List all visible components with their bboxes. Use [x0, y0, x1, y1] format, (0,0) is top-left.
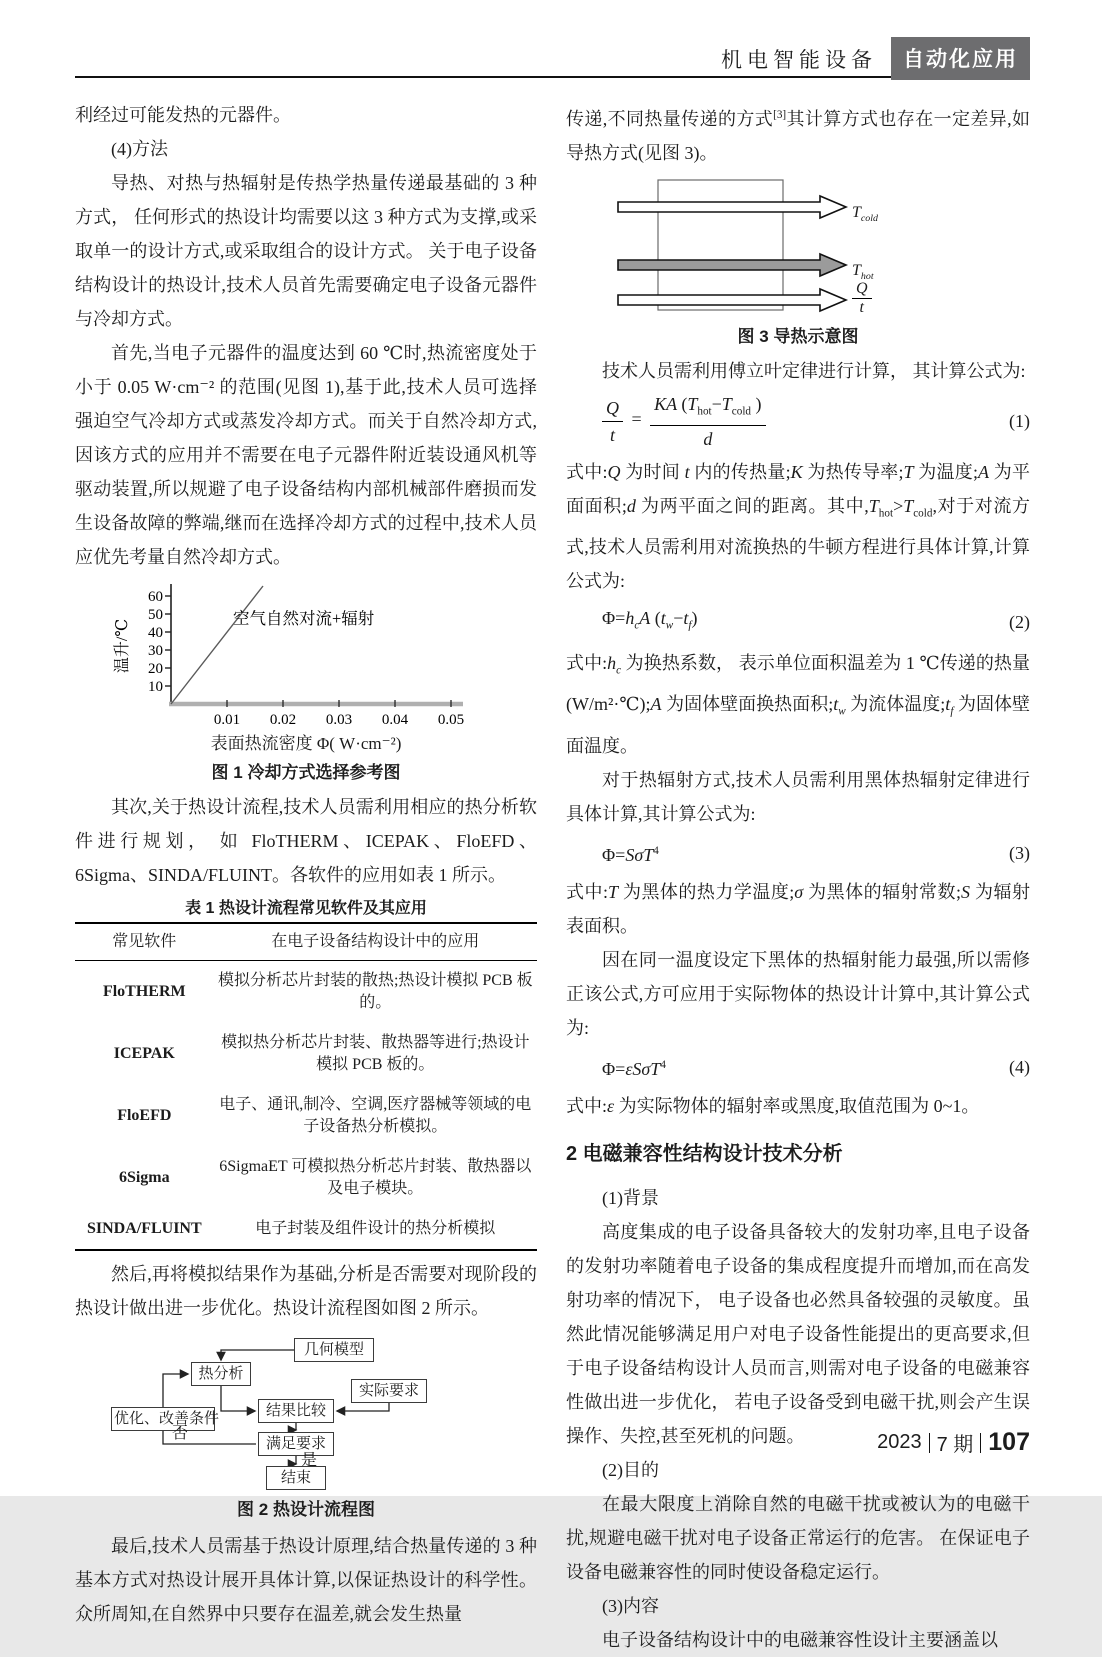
paragraph: (3)内容 [602, 1595, 659, 1616]
fig1-series-annotation: 空气自然对流+辐射 [233, 609, 375, 628]
table1-header-cell: 在电子设备结构设计中的应用 [214, 923, 537, 961]
paragraph: 传递,不同热量传递的方式[3]其计算方式也存在一定差异,如导热方式(见图 3)。 [566, 109, 1030, 163]
equals-sign: = [631, 409, 642, 430]
equation-1-body [566, 391, 1009, 452]
table-row [75, 1085, 537, 1147]
paragraph: 式中:ε 为实际物体的辐射率或黑度,取值范围为 0~1。 [566, 1095, 980, 1116]
paragraph: 对于热辐射方式,技术人员需利用黑体热辐射定律进行具体计算,其计算公式为: [566, 769, 1030, 824]
footer-divider [929, 1433, 930, 1453]
fig1-ylabel: 温升/℃ [114, 618, 131, 674]
table-row [75, 961, 537, 1024]
flow-node-end: 结束 [266, 1466, 326, 1490]
figure-1-cooling-chart [111, 580, 501, 786]
fig1-ytick: 60 [148, 589, 163, 605]
fig1-xtick: 0.04 [381, 712, 409, 728]
equation-number: (4) [1009, 1056, 1030, 1077]
fig1-ytick: 20 [148, 661, 163, 677]
fig1-ytick: 40 [148, 625, 163, 641]
page-header [75, 38, 1030, 78]
paragraph: 式中:T 为黑体的热力学温度;σ 为黑体的辐射常数;S 为辐射表面积。 [566, 881, 1030, 936]
fraction-q-t: $\frac{Q}{t}$ [602, 395, 623, 448]
table-cell-software: SINDA/FLUINT [86, 1220, 202, 1237]
paragraph: 电子设备结构设计中的电磁兼容性设计主要涵盖以 [602, 1629, 998, 1650]
table1-caption: 表 1 热设计流程常见软件及其应用 [185, 900, 427, 917]
table-row [75, 1147, 537, 1209]
footer-year: 2023 [877, 1431, 922, 1453]
paragraph: 式中$:h_c$ 为换热系数， 表示单位面积温差为 1 ℃传递的热量(W/m²·℃);A 为固体壁面换热面积$;t_w$ 为流体温度$;t_f$ 为固体壁面温度。 [566, 652, 1030, 756]
flow-node-result-comparison: 结果比较 [258, 1399, 334, 1423]
table-cell-software: 6Sigma [118, 1169, 170, 1186]
paragraph: 导热、对热与热辐射是传热学热量传递最基础的 3 种方式， 任何形式的热设计均需要以这 3 种方式为支撑,或采取单一的设计方式,或采取组合的设计方式。 关于电子设备结构设计的热设计,技术人员首先需要确定电子设备元器件与冷却方式。 [75, 173, 537, 329]
header-right [721, 37, 1030, 80]
paragraph: 其次,关于热设计流程,技术人员需利用相应的热分析软件进行规划， 如 FloTHERM、ICEPAK、FloEFD、6Sigma、SINDA/FLUINT。各软件的应用如表 1 所示。 [75, 797, 537, 885]
fig1-xlabel: 表面热流密度 Φ( W·cm⁻²) [210, 734, 402, 753]
fig3-caption: 图 3 导热示意图 [737, 327, 859, 346]
figure-2-flowchart [86, 1333, 526, 1493]
flow-node-meets-requirements: 满足要求 [258, 1432, 334, 1456]
fig3-wall-rect [658, 180, 783, 310]
paragraph: 最后,技术人员需基于热设计原理,结合热量传递的 3 种基本方式对热设计展开具体计算,以保证热设计的科学性。众所周知,在自然界中只要存在温差,就会发生热量 [75, 1536, 537, 1624]
paragraph: 式中:Q 为时间 t 内的传热量;K 为热传导率;T 为温度;A 为平面面积;d 为两平面之间的距离。其中$,T_{hot}>T_{cold}$,对于对流方式,技术人员需利用对流换热的牛顿方程进行具体计算,计算公式为: [566, 461, 1031, 592]
fig3-q: Q [852, 280, 872, 299]
fig1-caption: 图 1 冷却方式选择参考图 [211, 763, 401, 782]
equation-number: (3) [1009, 842, 1030, 863]
paragraph: (2)目的 [602, 1459, 659, 1480]
flow-label-no: 否 [172, 1425, 189, 1442]
paragraph: 高度集成的电子设备具备较大的发射功率,且电子设备的发射功率随着电子设备的集成程度提升而增加,而在高发射功率的情况下， 电子设备也必然具备较强的灵敏度。虽然此情况能够满足用户对电子设备性能提出的更高要求,但于电子设备结构设计人员而言,则需对电子设备的电磁兼容性做出进一步优化， 若电子设备受到电磁干扰,则会产生误操作、失控,甚至死机的问题。 [566, 1221, 1030, 1446]
paragraph: 然后,再将模拟结果作为基础,分析是否需要对现阶段的热设计做出进一步优化。热设计流程图如图 2 所示。 [75, 1264, 537, 1318]
equation-2: $\Phi=h_cA$ $(t_w-t_f)$ (2) [566, 601, 1030, 643]
table-cell-application: 电子封装及组件设计的热分析模拟 [255, 1220, 496, 1237]
fig1-xtick: 0.03 [325, 712, 353, 728]
flow-node-actual-requirements: 实际要求 [351, 1379, 427, 1403]
fig3-t: t [859, 298, 864, 316]
fig1-plot [111, 580, 501, 730]
table1 [75, 922, 537, 1251]
equation-4: Φ=εSσT$^4$ (4) [566, 1048, 1030, 1086]
paragraph: (4)方法 [111, 139, 168, 159]
fig1-ytick: 50 [148, 607, 163, 623]
fig1-xtick: 0.01 [213, 712, 241, 728]
figure-3-conduction-diagram [598, 178, 998, 320]
fig3-label-q-over-t [852, 280, 872, 316]
table-cell-application: 模拟热分析芯片封装、散热器等进行;热设计模拟 PCB 板的。 [221, 1034, 530, 1073]
fig1-ytick: 10 [148, 679, 163, 695]
column-badge: 自动化应用 [891, 37, 1030, 80]
equation-1 [566, 391, 1030, 452]
paragraph: 首先,当电子元器件的温度达到 60 ℃时,热流密度处于小于 0.05 W·cm⁻² 的范围(见图 1),基于此,技术人员可选择强迫空气冷却方式或蒸发冷却方式。而关于自然冷却方式,因该方式的应用并不需要在电子元器件附近装设通风机等驱动装置,所以规避了电子设备结构内部机械部件磨损而发生设备故障的弊端,继而在选择冷却方式的过程中,技术人员应优先考量自然冷却方式。 [75, 343, 537, 567]
fig2-caption: 图 2 热设计流程图 [237, 1500, 375, 1519]
fig1-series-line [171, 586, 263, 704]
table1-header-row [75, 923, 537, 961]
table-cell-application: 模拟分析芯片封装的散热;热设计模拟 PCB 板的。 [217, 972, 533, 1011]
footer-issue: 7 期 [936, 1434, 974, 1456]
equation-number: (2) [1009, 611, 1030, 632]
left-column [75, 98, 537, 1631]
journal-section-name: 机电智能设备 [721, 48, 877, 72]
table-cell-software: FloTHERM [102, 983, 186, 1000]
paragraph: 技术人员需利用傅立叶定律进行计算， 其计算公式为: [602, 361, 1026, 381]
paragraph: 利经过可能发热的元器件。 [75, 105, 291, 125]
footer-divider [980, 1433, 981, 1453]
fig3-drawing [598, 178, 998, 320]
fig3-label-t-cold: $T_{cold}$ [852, 204, 878, 225]
flow-node-thermal-analysis: 热分析 [191, 1362, 251, 1386]
paragraph: (1)背景 [602, 1187, 659, 1208]
page-footer [877, 1428, 1030, 1457]
flow-node-geometry-model: 几何模型 [294, 1338, 374, 1362]
table-row [75, 1023, 537, 1085]
table-cell-application: 电子、通讯,制冷、空调,医疗器械等领域的电子设备热分析模拟。 [219, 1096, 532, 1135]
paragraph: 因在同一温度设定下黑体的热辐射能力最强,所以需修正该公式,方可应用于实际物体的热设计计算中,其计算公式为: [566, 949, 1030, 1038]
table-cell-application: 6SigmaET 可模拟热分析芯片封装、散热器以及电子模块。 [219, 1158, 532, 1197]
table-cell-software: FloEFD [117, 1107, 172, 1124]
right-column [566, 98, 1030, 1657]
flow-node-optimize-conditions: 优化、改善条件 [111, 1407, 215, 1431]
equation-3: Φ=SσT$^4$ (3) [566, 834, 1030, 872]
fraction-ka: $\frac{KA (T_{hot}-T_{cold} )}{d}$ [650, 391, 765, 452]
table-cell-software: ICEPAK [113, 1045, 175, 1062]
fig1-ytick: 30 [148, 643, 163, 659]
fig1-xtick: 0.05 [437, 712, 465, 728]
fig1-xtick: 0.02 [269, 712, 297, 728]
fig3-label-t-hot: $T_{hot}$ [852, 262, 874, 283]
flow-label-yes: 是 [301, 1452, 318, 1469]
footer-page-number: 107 [988, 1428, 1030, 1456]
equation-number: (1) [1009, 411, 1030, 432]
table1-header-cell: 常见软件 [75, 923, 214, 961]
table-row [75, 1209, 537, 1250]
section-heading-2: 2 电磁兼容性结构设计技术分析 [566, 1142, 843, 1165]
paragraph: 在最大限度上消除自然的电磁干扰或被认为的电磁干扰,规避电磁干扰对电子设备正常运行的危害。 在保证电子设备电磁兼容性的同时使设备稳定运行。 [566, 1493, 1030, 1582]
